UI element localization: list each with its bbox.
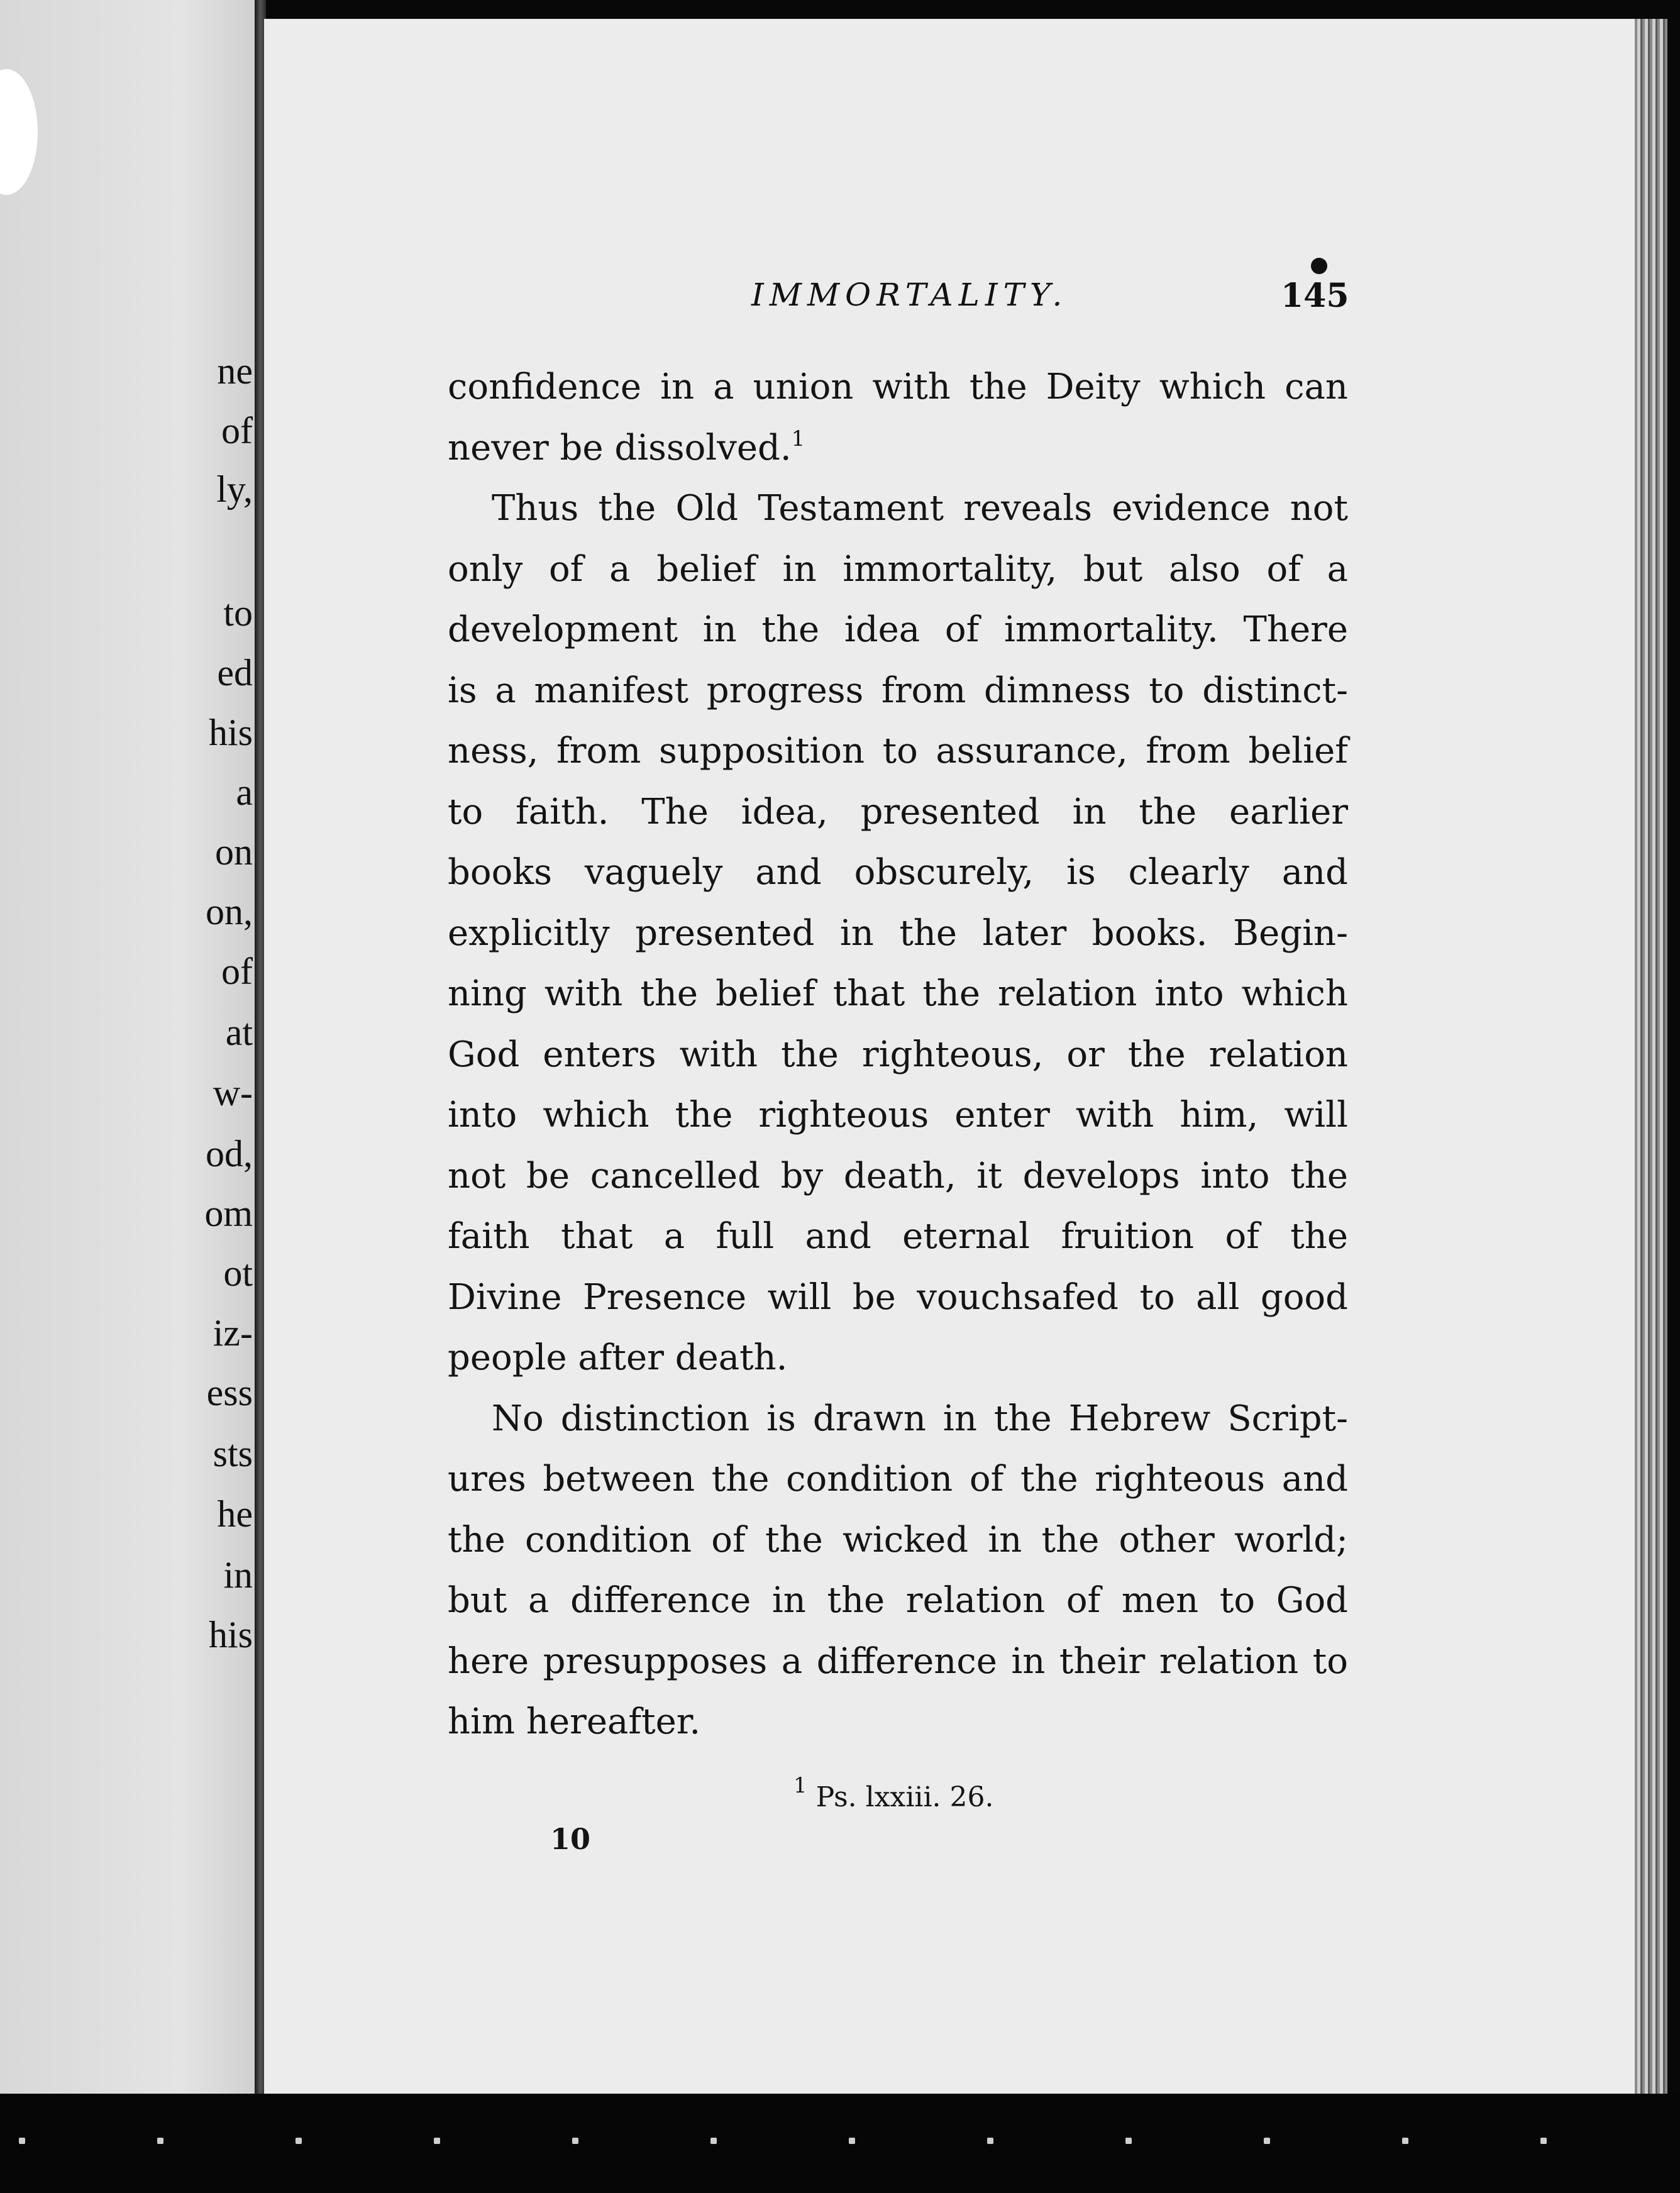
text-line: into which the righteous enter with him, will <box>448 1095 1348 1135</box>
paper-blot <box>0 69 38 195</box>
left-fragment: at <box>225 1012 253 1053</box>
footnote-text: Ps. lxxiii. 26. <box>815 1781 994 1813</box>
text-line: ning with the belief that the relation into which <box>448 973 1348 1014</box>
running-head <box>264 277 1644 321</box>
text-line: ures between the condition of the righteous and <box>448 1459 1348 1500</box>
left-fragment: ne <box>217 350 253 392</box>
text-line: books vaguely and obscurely, is clearly and <box>448 852 1348 893</box>
left-fragment: on <box>215 831 253 873</box>
text-line: the condition of the wicked in the other world; <box>448 1519 1348 1561</box>
body-text <box>448 357 1348 1753</box>
footnote-reference: 1 <box>791 426 805 451</box>
signature-mark: 10 <box>550 1822 591 1856</box>
text-line: not be cancelled by death, it develops into the <box>448 1155 1348 1196</box>
left-fragment: on, <box>206 891 253 932</box>
text-line: him hereafter. <box>448 1701 701 1742</box>
text-line: faith that a full and eternal fruition of the <box>448 1216 1348 1257</box>
left-fragment: w- <box>213 1072 253 1113</box>
left-fragment: od, <box>206 1133 253 1174</box>
text-line: but a difference in the relation of men to God <box>448 1580 1348 1621</box>
text-line: only of a belief in immortality, but also of a <box>448 548 1348 590</box>
scan-marks <box>0 2138 1680 2169</box>
page-number: 145 <box>1281 277 1349 315</box>
text-line: ness, from supposition to assurance, from belief <box>448 731 1348 771</box>
text-line: people after death. <box>448 1337 788 1378</box>
left-fragment: his <box>208 712 253 753</box>
right-page <box>264 19 1644 2094</box>
text-line: Divine Presence will be vouchsafed to all good <box>448 1276 1348 1318</box>
left-fragment: ess <box>206 1372 253 1413</box>
left-fragment: his <box>208 1614 253 1655</box>
text-line: development in the idea of immortality. There <box>448 609 1348 650</box>
text-line: to faith. The idea, presented in the earlier <box>448 791 1348 832</box>
left-fragment: of <box>221 951 253 992</box>
left-fragment: iz- <box>213 1312 253 1354</box>
text-line: is a manifest progress from dimness to distinct- <box>448 670 1348 711</box>
text-line: Thus the Old Testament reveals evidence not <box>492 488 1348 529</box>
text-line: never be dissolved.$^1$ <box>448 426 805 468</box>
left-fragment: ly, <box>216 468 253 510</box>
left-fragment: ed <box>217 652 253 693</box>
text-line: here presupposes a difference in their relation to <box>448 1640 1348 1682</box>
ink-spot <box>1311 258 1327 274</box>
left-fragment: he <box>217 1493 253 1535</box>
left-fragment: sts <box>213 1433 253 1474</box>
text-line: God enters with the righteous, or the relation <box>448 1034 1348 1075</box>
footnote <box>793 1773 994 1813</box>
running-head-title: IMMORTALITY. <box>751 277 1068 313</box>
left-fragment: ot <box>223 1252 253 1294</box>
footnote-marker: 1 <box>793 1773 807 1798</box>
left-fragment: a <box>236 771 253 813</box>
page-stack-edge <box>1635 19 1667 2094</box>
text-line: No distinction is drawn in the Hebrew Script- <box>492 1398 1348 1439</box>
left-fragment: om <box>204 1193 253 1234</box>
left-fragment: in <box>223 1554 253 1596</box>
left-fragment: to <box>223 592 253 634</box>
text-line: confidence in a union with the Deity which can <box>448 367 1348 407</box>
left-fragment: of <box>221 410 253 451</box>
text-line: explicitly presented in the later books. Begin- <box>448 912 1348 954</box>
left-page <box>0 0 259 2094</box>
